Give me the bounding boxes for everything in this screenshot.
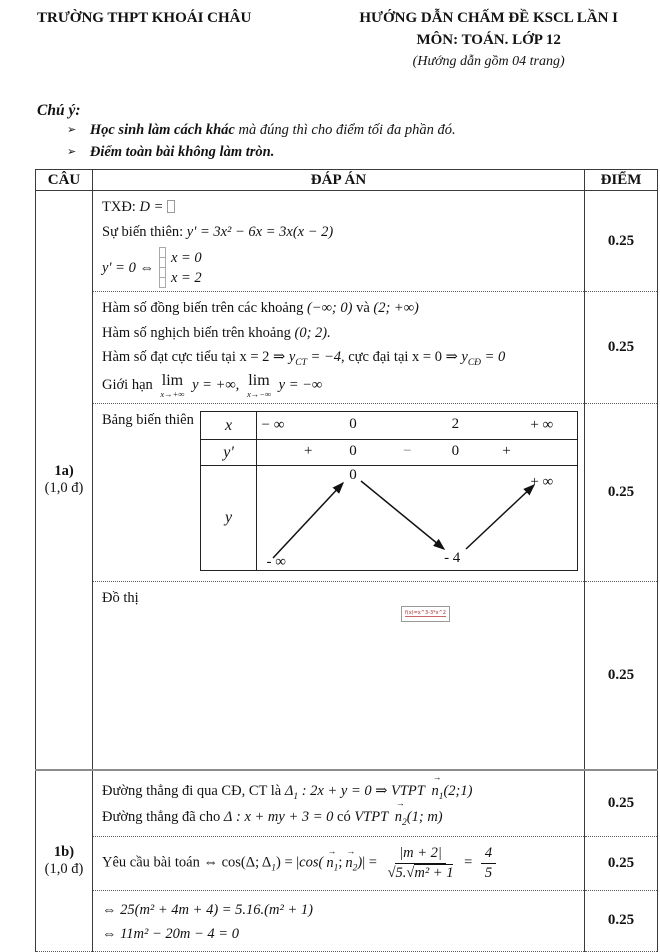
vector-n: n →	[345, 855, 352, 872]
case-stack	[171, 250, 202, 287]
derivative-line	[102, 221, 575, 243]
note-item-2	[67, 142, 660, 164]
sbt-math: y' = 3x² − 6x = 3x(x − 2)	[186, 223, 334, 240]
interval-2: (2; +∞)	[373, 300, 419, 317]
delta-subscript: 1	[271, 863, 276, 874]
y-cd-value: = 0	[484, 349, 506, 366]
extrema-line	[102, 346, 575, 371]
question-label: 1b)	[53, 843, 75, 860]
equals: =	[464, 854, 473, 871]
table-row	[36, 770, 658, 837]
bbt-y-arrows	[257, 466, 577, 570]
bbt-x-row	[201, 412, 577, 440]
vector-n: n →	[431, 780, 438, 802]
sign: +	[303, 443, 313, 460]
fraction-denominator	[386, 864, 456, 883]
text: Đường thẳng đi qua CĐ, CT là	[102, 782, 282, 799]
text: Hàm số nghịch biến trên khoảng	[102, 324, 291, 341]
doc-title-line1: HƯỚNG DẪN CHẤM ĐỀ KSCL LẦN I	[359, 10, 618, 26]
question-cell-1a	[36, 191, 93, 770]
table-row	[36, 582, 658, 770]
delta-symbol: Δ	[284, 782, 294, 799]
score-cell: 0.25	[585, 770, 658, 837]
answer-cell	[93, 191, 585, 292]
sqrt-prefix: √5.√	[387, 865, 415, 881]
score-cell: 0.25	[585, 404, 658, 582]
abs-bar: |	[362, 854, 366, 871]
bbt-yprime-row	[201, 440, 577, 466]
equation: : x + my + 3 = 0	[235, 809, 334, 826]
arrow-bullet-icon: ➢	[67, 123, 77, 136]
bbt-yprime-header: y'	[201, 440, 257, 465]
vtpt-label: VTPT	[391, 782, 425, 799]
sign: +	[502, 443, 511, 460]
interval-1: (−∞; 0)	[306, 300, 353, 317]
separator: ;	[338, 854, 343, 871]
limit-2-value: y = −∞	[278, 376, 323, 393]
lim-subscript: x→−∞	[246, 388, 272, 399]
y-left-limit: - ∞	[266, 554, 286, 571]
column-header-diem: ĐIỂM	[585, 170, 658, 191]
vector-subscript: 2	[402, 818, 407, 829]
equation-line-1: ⇔ 25(m² + 4m + 4) = 5.16.(m² + 1)	[102, 902, 313, 918]
fraction-numerator: |m + 2|	[395, 844, 446, 864]
bbt-x-values	[257, 412, 577, 439]
fraction-denominator: 5	[484, 865, 493, 881]
txd-label: TXĐ:	[102, 199, 136, 216]
answer-cell	[93, 292, 585, 404]
text: ) =	[276, 854, 293, 871]
cos-open: cos(	[299, 854, 324, 871]
answer-cell	[93, 837, 585, 891]
y-symbol: y	[461, 349, 468, 366]
text: và	[356, 300, 370, 317]
text: Hàm số đồng biến trên các khoảng	[102, 300, 304, 317]
case-2: x = 2	[170, 269, 202, 286]
equation: : 2x + y = 0 ⇒	[301, 782, 388, 799]
note-2-text: Điểm toàn bài không làm tròn.	[89, 143, 275, 160]
x-value: 0	[349, 416, 357, 433]
monotonic-line-1	[102, 297, 575, 319]
column-header-dap-an: ĐÁP ÁN	[93, 170, 585, 191]
table-row	[36, 292, 658, 404]
lim-word: lim	[161, 371, 184, 389]
abs-bar: |	[296, 854, 300, 871]
table-row	[36, 837, 658, 891]
vector-n: n →	[326, 855, 333, 872]
notes-label: Chú ý:	[37, 101, 81, 119]
limit-1-value: y = +∞,	[192, 376, 240, 393]
txd-math: D =	[139, 199, 164, 216]
equals: =	[368, 854, 377, 871]
score-cell: 0.25	[585, 837, 658, 891]
vector-subscript: 1	[333, 863, 339, 874]
answer-cell	[93, 582, 585, 770]
note-item-1	[67, 120, 660, 142]
doc-title-line2: MÔN: TOÁN. LỚP 12	[416, 31, 561, 48]
vector-coords: (1; m)	[406, 809, 443, 826]
cases-line	[102, 248, 575, 288]
y-ct-subscript: CT	[295, 358, 307, 369]
bbt-yprime-values	[257, 440, 577, 465]
y-ct-value: = −4	[310, 349, 341, 366]
answer-key-table	[35, 169, 658, 952]
text: có	[337, 809, 351, 826]
delta1-line	[102, 780, 575, 805]
vector-subscript: 1	[438, 791, 444, 802]
graph-label: Đồ thị	[102, 590, 139, 607]
sbt-label: Sự biến thiên:	[102, 223, 184, 240]
radicand: m² + 1	[414, 865, 454, 881]
x-value: + ∞	[530, 417, 554, 434]
monotonic-line-2	[102, 322, 575, 344]
table-row	[36, 191, 658, 292]
y-cd-subscript: CĐ	[467, 358, 482, 369]
y-symbol: y	[288, 349, 296, 366]
question-cell-1b	[36, 770, 93, 952]
equation-line-2: ⇔ 11m² − 20m − 4 = 0	[102, 926, 239, 943]
limits-line	[102, 373, 575, 399]
y-right-limit: + ∞	[530, 474, 554, 491]
fraction	[386, 844, 456, 883]
page-header	[0, 0, 660, 72]
delta-line	[102, 806, 575, 831]
score-cell: 0.25	[585, 582, 658, 770]
vector-subscript: 2	[352, 863, 358, 874]
text: , cực đại tại x = 0 ⇒	[340, 349, 458, 366]
column-header-cau: CÂU	[36, 170, 93, 191]
vector-n: n →	[395, 806, 402, 828]
graph-legend-box	[401, 606, 450, 622]
cos-close: )	[357, 854, 363, 871]
bbt-x-header: x	[201, 412, 257, 439]
text: Đường thẳng đã cho	[102, 809, 221, 826]
x-value: 2	[451, 416, 460, 433]
note-1-strong: Học sinh làm cách khác	[89, 121, 235, 138]
missing-glyph-bracket	[159, 248, 166, 288]
table-row	[36, 404, 658, 582]
text: Giới hạn	[102, 376, 153, 393]
question-points: (1,0 đ)	[44, 860, 84, 877]
note-1-rest: mà đúng thì cho điểm tối đa phần đó.	[234, 121, 456, 138]
limit-2	[247, 373, 271, 399]
fraction	[481, 844, 496, 883]
variation-table	[200, 411, 578, 571]
text: Yêu cầu bài toán ⇔ cos(Δ; Δ	[102, 854, 272, 871]
case-1: x = 0	[170, 249, 202, 266]
question-label: 1a)	[54, 463, 74, 480]
graph-legend-text: f(x)=x^3-3*x^2	[405, 610, 446, 617]
table-header-row	[36, 170, 658, 191]
txd-line	[102, 196, 575, 218]
answer-cell	[93, 770, 585, 837]
bbt-y-header: y	[201, 466, 257, 570]
vector-coords: (2;1)	[443, 782, 473, 799]
lim-word: lim	[248, 371, 270, 389]
delta-subscript: 1	[293, 791, 299, 802]
variation-arrows	[257, 466, 577, 570]
text: Hàm số đạt cực tiểu tại x = 2 ⇒	[102, 349, 286, 366]
lim-subscript: x→+∞	[160, 388, 185, 399]
vtpt-label: VTPT	[354, 809, 389, 826]
sign: 0	[451, 443, 460, 460]
cases-lhs: y' = 0 ⇔	[102, 259, 154, 276]
score-cell: 0.25	[585, 891, 658, 952]
answer-cell	[93, 404, 585, 582]
sign: 0	[349, 443, 357, 460]
cosine-condition-line	[102, 844, 575, 883]
document-title-block	[359, 8, 618, 72]
bbt-label: Bảng biến thiên	[102, 412, 194, 429]
arrow-bullet-icon: ➢	[67, 145, 77, 158]
y-min-value: - 4	[444, 550, 461, 567]
question-points: (1,0 đ)	[44, 480, 84, 497]
missing-glyph-box	[167, 200, 175, 213]
fraction-numerator: 4	[481, 844, 496, 864]
school-name: TRƯỜNG THPT KHOÁI CHÂU	[37, 10, 252, 26]
y-max-value: 0	[349, 467, 357, 484]
notes-section	[37, 102, 660, 164]
bbt-y-row	[201, 466, 577, 570]
score-cell: 0.25	[585, 292, 658, 404]
delta-symbol: Δ	[223, 809, 233, 826]
x-value: − ∞	[261, 417, 285, 434]
limit-1	[160, 373, 184, 399]
interval-3: (0; 2).	[294, 324, 331, 341]
score-cell: 0.25	[585, 191, 658, 292]
doc-title-line3: (Hướng dẫn gồm 04 trang)	[412, 53, 565, 69]
sign: −	[403, 443, 412, 460]
